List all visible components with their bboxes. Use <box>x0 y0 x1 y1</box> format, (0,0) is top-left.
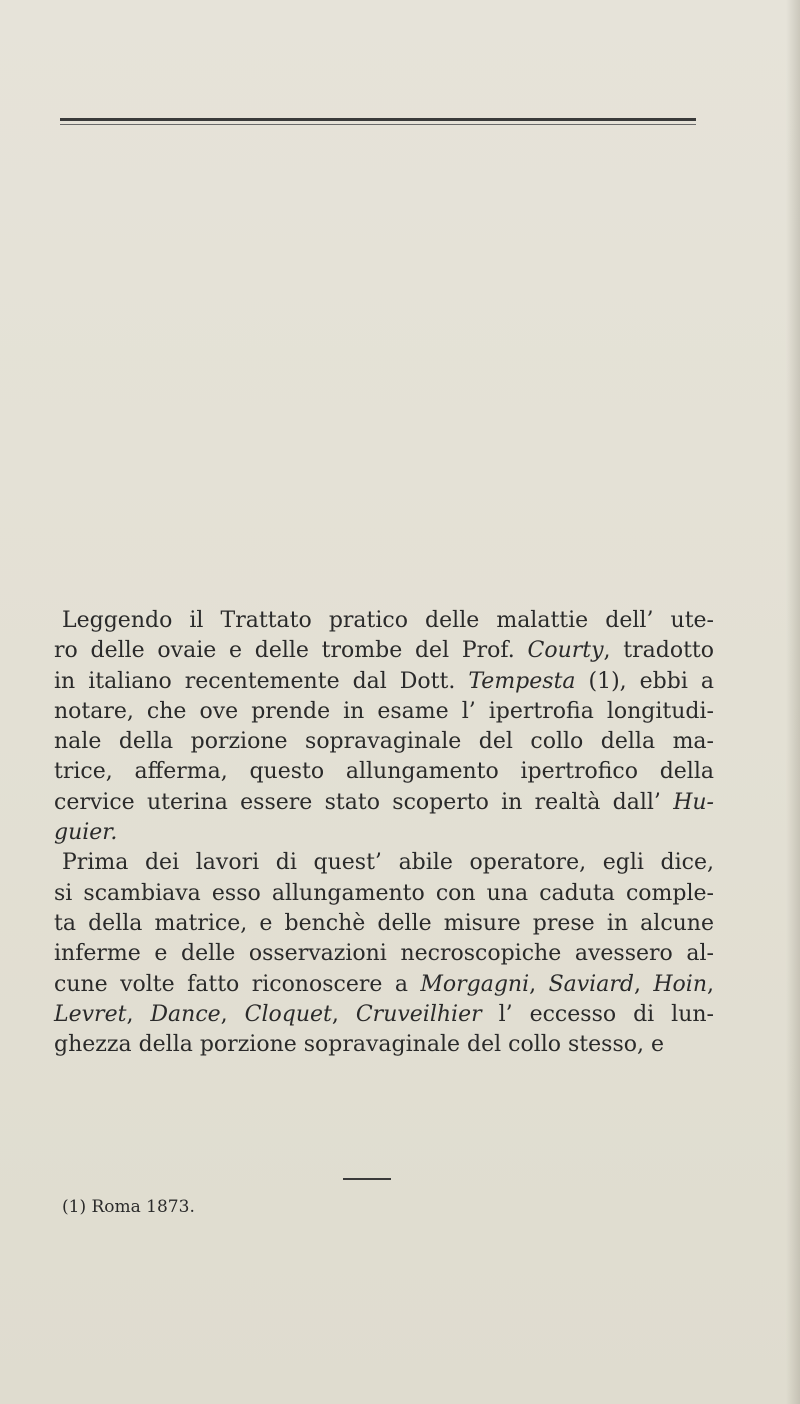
text-segment: ta della matrice, e benchè delle misure prese in alcune <box>54 910 714 936</box>
italic-name: Levret <box>54 1001 127 1027</box>
text-line <box>54 636 714 666</box>
text-line <box>54 788 714 818</box>
text-line <box>54 606 714 636</box>
header-rule-thick <box>60 118 696 121</box>
text-segment: inferme e delle osservazioni necroscopiche avessero al- <box>54 941 714 967</box>
text-segment: nale della porzione sopravaginale del collo della ma- <box>54 729 714 755</box>
body-text <box>54 606 714 1060</box>
italic-name: Cloquet <box>244 1001 332 1027</box>
page-edge-shadow <box>786 0 800 1404</box>
text-segment: cervice uterina essere stato scoperto in realtà dall’ <box>54 789 674 815</box>
text-line <box>54 1000 714 1030</box>
text-line <box>54 879 714 909</box>
text-segment: , <box>633 971 654 997</box>
italic-name: Hu- <box>673 789 714 815</box>
text-segment: cune volte fatto riconoscere a <box>54 971 421 997</box>
text-line <box>54 757 714 787</box>
text-segment: trice, afferma, questo allungamento ipertrofico della <box>54 759 714 785</box>
text-segment: Leggendo il Trattato pratico delle malattie dell’ ute- <box>62 608 714 633</box>
text-segment: ghezza della porzione sopravaginale del collo stesso, e <box>54 1032 664 1058</box>
text-segment: in italiano recentemente dal Dott. <box>54 668 469 694</box>
text-line <box>54 727 714 757</box>
text-segment: si scambiava esso allungamento con una caduta comple- <box>54 880 714 906</box>
text-segment: , <box>529 971 549 997</box>
footnote: (1) Roma 1873. <box>62 1197 195 1217</box>
text-line <box>54 697 714 727</box>
text-segment: , <box>220 1001 245 1027</box>
text-segment: (1), ebbi a <box>575 668 714 694</box>
text-line <box>54 909 714 939</box>
text-segment: , <box>331 1001 356 1027</box>
text-line <box>54 848 714 878</box>
italic-name: Tempesta <box>468 668 576 694</box>
italic-name: Cruveilhier <box>355 1001 482 1027</box>
text-segment: , <box>126 1001 151 1027</box>
text-segment: notare, che ove prende in esame l’ ipertrofia longitudi- <box>54 698 714 724</box>
italic-name: Morgagni <box>420 971 530 997</box>
italic-name: Saviard <box>548 971 634 997</box>
footnote-separator <box>343 1178 391 1180</box>
text-segment: Prima dei lavori di quest’ abile operatore, egli dice, <box>62 850 714 876</box>
text-line <box>54 970 714 1000</box>
text-segment: , tradotto <box>603 638 714 664</box>
text-line <box>54 818 714 848</box>
text-line <box>54 1030 714 1060</box>
text-segment: ro delle ovaie e delle trombe del Prof. <box>54 638 528 664</box>
header-rule-thin <box>60 124 696 125</box>
text-line <box>54 667 714 697</box>
text-segment: l’ eccesso di lun- <box>481 1001 714 1027</box>
text-line <box>54 939 714 969</box>
italic-name: guier. <box>54 820 118 846</box>
italic-name: Courty <box>527 638 604 664</box>
italic-name: Hoin <box>653 971 707 997</box>
text-segment: , <box>707 971 714 997</box>
italic-name: Dance <box>150 1001 221 1027</box>
